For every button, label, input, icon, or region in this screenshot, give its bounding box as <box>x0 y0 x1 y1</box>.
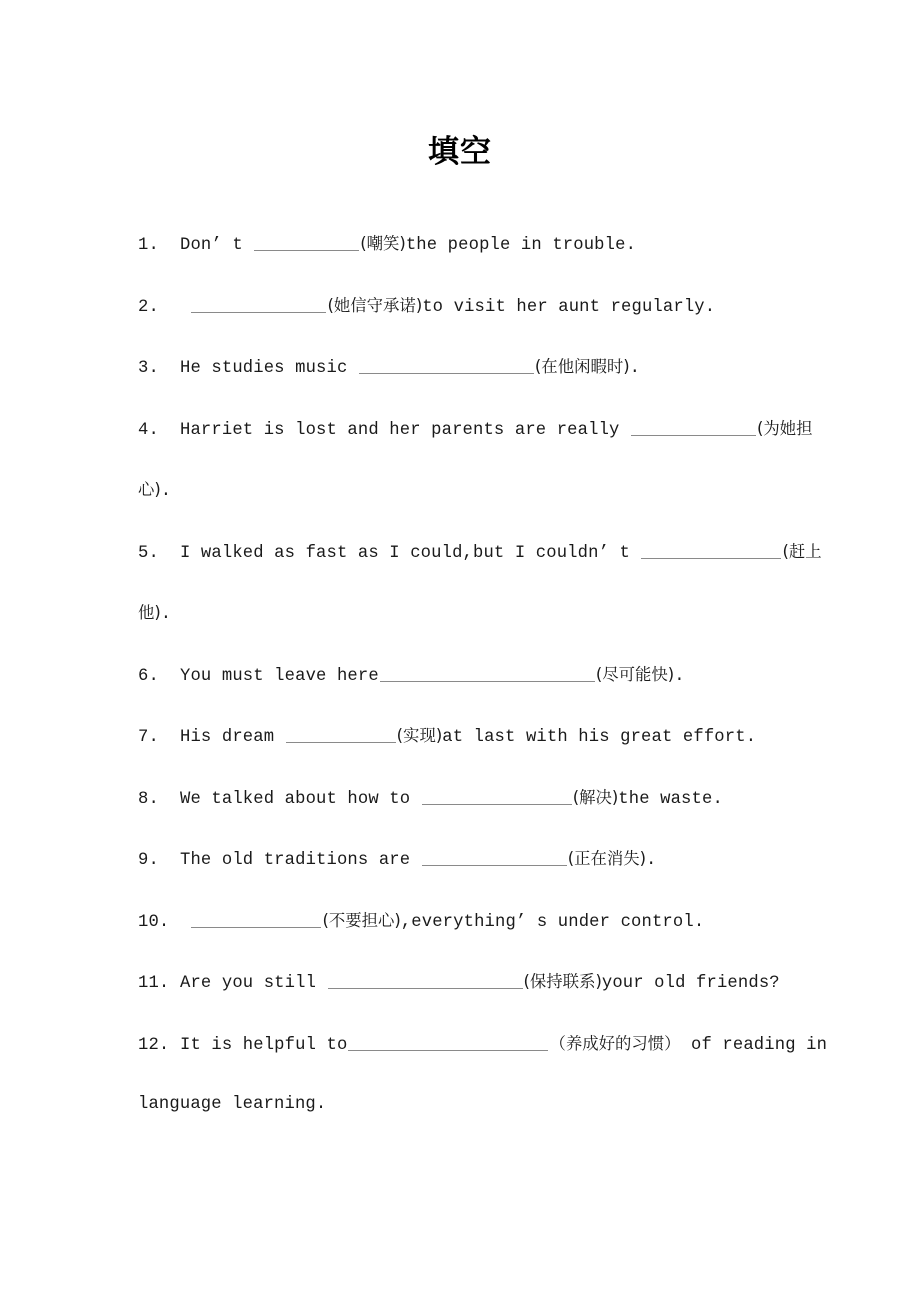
exercise-item <box>138 706 828 768</box>
fill-in-blank[interactable] <box>328 973 523 989</box>
item-text-after: . <box>629 359 641 378</box>
item-text-after: your old friends? <box>601 974 780 993</box>
exercise-item <box>138 214 828 276</box>
item-number: 10. <box>138 912 170 932</box>
fill-in-blank[interactable] <box>380 666 595 682</box>
page-title: 填空 <box>428 134 492 170</box>
item-text-before: He studies music <box>180 359 358 378</box>
exercise-item <box>138 829 828 891</box>
item-hint: (不要担心) <box>322 910 401 930</box>
item-number: 6. <box>138 666 159 686</box>
item-text-before: The old traditions are <box>180 851 421 870</box>
item-number: 11. <box>138 974 170 993</box>
item-number: 8. <box>138 789 159 809</box>
item-hint: (解决) <box>572 787 619 807</box>
item-text-before: It is helpful to <box>180 1035 348 1055</box>
item-hint: （养成好的习惯） <box>549 1033 681 1053</box>
exercise-item <box>138 1014 828 1135</box>
item-text-after: at last with his great effort. <box>442 728 757 747</box>
item-text-before: I walked as fast as I could,but I couldn’ t <box>180 543 641 563</box>
item-text-before: You must leave here <box>180 666 379 686</box>
item-text-before: Don’ t <box>180 236 254 255</box>
exercise-item <box>138 891 828 953</box>
item-hint: (赶上他) <box>138 541 822 622</box>
item-text-after: . <box>674 666 685 686</box>
fill-in-blank[interactable] <box>641 543 781 559</box>
fill-in-blank[interactable] <box>422 789 572 805</box>
item-text-before: We talked about how to <box>180 789 421 809</box>
exercise-item <box>138 768 828 830</box>
item-number: 3. <box>138 359 159 378</box>
exercise-item <box>138 276 828 338</box>
exercise-item <box>138 645 828 707</box>
exercise-item <box>138 399 828 522</box>
item-text-before: Are you still <box>180 974 327 993</box>
fill-in-blank[interactable] <box>359 358 534 374</box>
fill-in-blank[interactable] <box>631 420 756 436</box>
item-hint: (她信守承诺) <box>327 295 423 315</box>
item-number: 12. <box>138 1035 170 1055</box>
item-number: 2. <box>138 297 159 317</box>
item-text-after: of reading in language learning. <box>138 1035 828 1114</box>
fill-in-blank[interactable] <box>254 235 359 251</box>
exercise-item <box>138 337 828 399</box>
item-text-after: the waste. <box>618 789 723 809</box>
item-number: 7. <box>138 728 159 747</box>
item-text-after: . <box>646 851 657 870</box>
item-text-before: Harriet is lost and her parents are really <box>180 420 630 440</box>
exercise-item <box>138 522 828 645</box>
item-number: 9. <box>138 851 159 870</box>
fill-in-blank[interactable] <box>191 297 326 313</box>
item-text-after: to visit her aunt regularly. <box>422 297 716 317</box>
fill-in-blank[interactable] <box>348 1035 548 1051</box>
fill-in-blank[interactable] <box>191 912 321 928</box>
item-hint: (实现) <box>396 726 443 745</box>
item-text-before <box>180 913 190 932</box>
item-number: 1. <box>138 236 159 255</box>
exercise-item <box>138 952 828 1014</box>
item-hint: (为她担心) <box>138 418 813 499</box>
item-text-after: the people in trouble. <box>405 236 637 255</box>
item-hint: (尽可能快) <box>595 664 675 684</box>
item-text-after: ,everything’ s under control. <box>400 912 705 932</box>
item-number: 4. <box>138 420 159 440</box>
item-hint: (正在消失) <box>567 849 647 868</box>
fill-in-blank[interactable] <box>422 850 567 866</box>
item-text-after: . <box>160 605 172 624</box>
item-hint: (保持联系) <box>523 972 602 991</box>
item-text-after: . <box>160 482 172 501</box>
item-text-before: His dream <box>180 728 285 747</box>
fill-in-blank[interactable] <box>286 727 396 743</box>
item-hint: (在他闲暇时) <box>534 357 630 376</box>
item-text-before <box>180 298 190 317</box>
item-hint: (嘲笑) <box>360 234 406 253</box>
item-number: 5. <box>138 543 159 563</box>
exercise-list <box>138 214 828 1135</box>
